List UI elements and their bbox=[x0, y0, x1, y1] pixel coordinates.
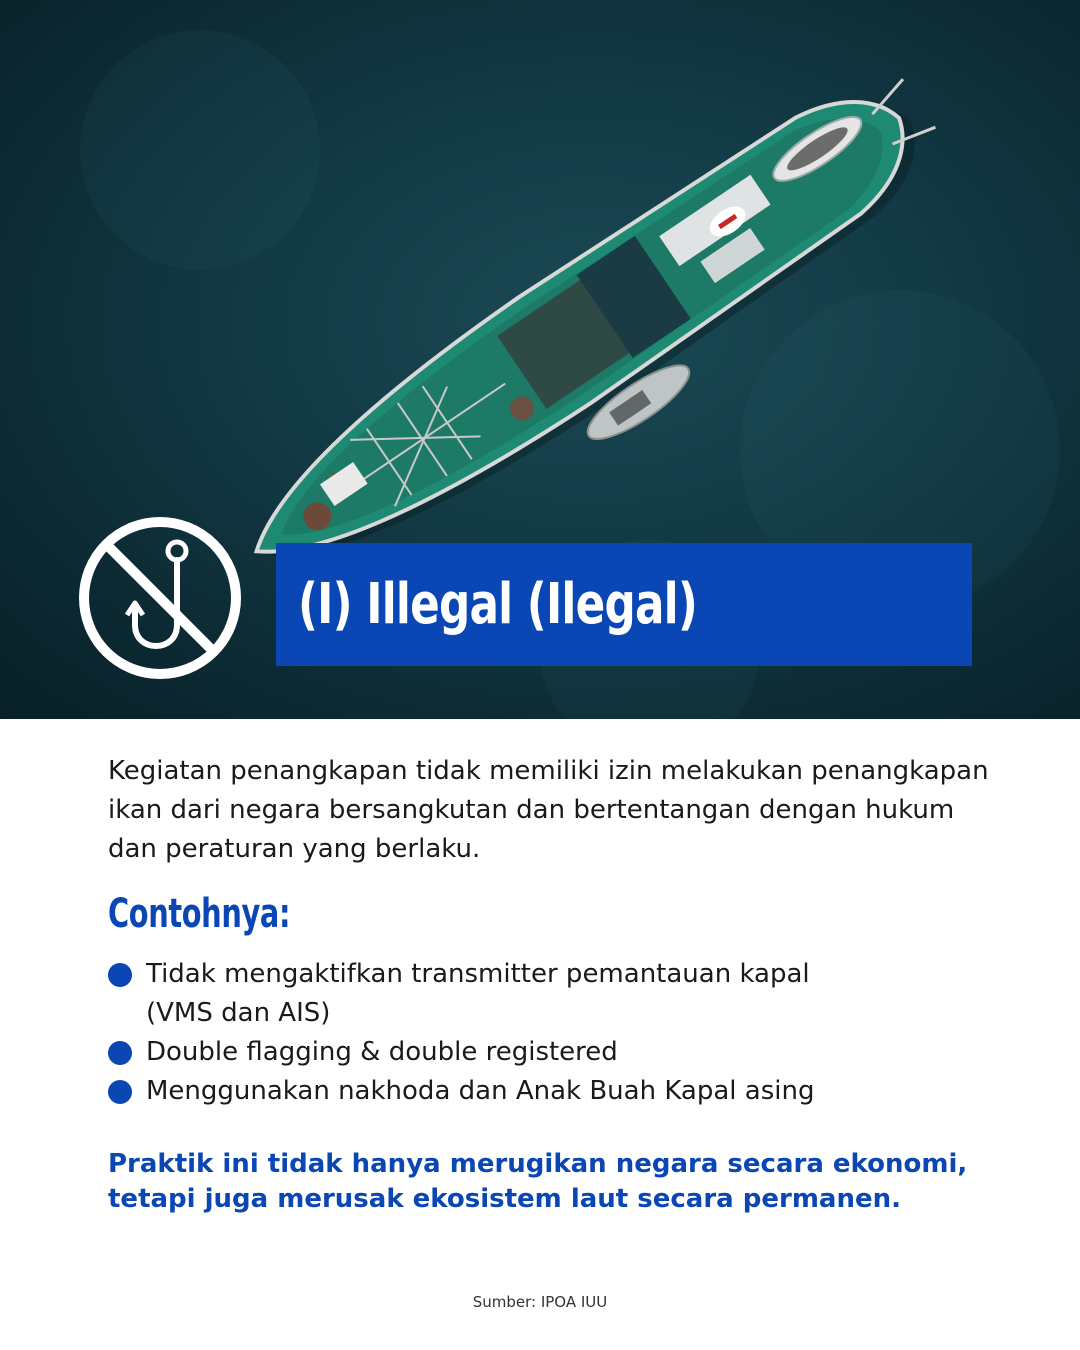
list-item-text: Double flagging & double registered bbox=[146, 1037, 618, 1067]
title-banner bbox=[276, 543, 972, 666]
content-section bbox=[108, 752, 1008, 1217]
bullet-dot-icon bbox=[108, 963, 132, 987]
list-item bbox=[108, 955, 826, 1033]
list-item-text: Menggunakan nakhoda dan Anak Buah Kapal asing bbox=[146, 1076, 815, 1106]
closing-statement: Praktik ini tidak hanya merugikan negara secara ekonomi, tetapi juga merusak ekosistem laut secara permanen. bbox=[108, 1149, 968, 1214]
bullet-dot-icon bbox=[108, 1041, 132, 1065]
source-citation: Sumber: IPOA IUU bbox=[472, 1293, 608, 1311]
bullet-dot-icon bbox=[108, 1080, 132, 1104]
no-fishing-hook-icon bbox=[75, 513, 245, 683]
list-item bbox=[108, 1072, 866, 1111]
examples-list bbox=[108, 955, 1008, 1111]
examples-heading: Contohnya: bbox=[108, 891, 291, 937]
list-item bbox=[108, 1033, 826, 1072]
list-item-text: Tidak mengaktifkan transmitter pemantauan kapal (VMS dan AIS) bbox=[146, 959, 810, 1028]
page-title: (I) Illegal (Ilegal) bbox=[298, 572, 698, 637]
description-text: Kegiatan penangkapan tidak memiliki izin melakukan penangkapan ikan dari negara bersangkutan dan bertentangan dengan hukum dan peraturan yang berlaku. bbox=[108, 756, 989, 864]
